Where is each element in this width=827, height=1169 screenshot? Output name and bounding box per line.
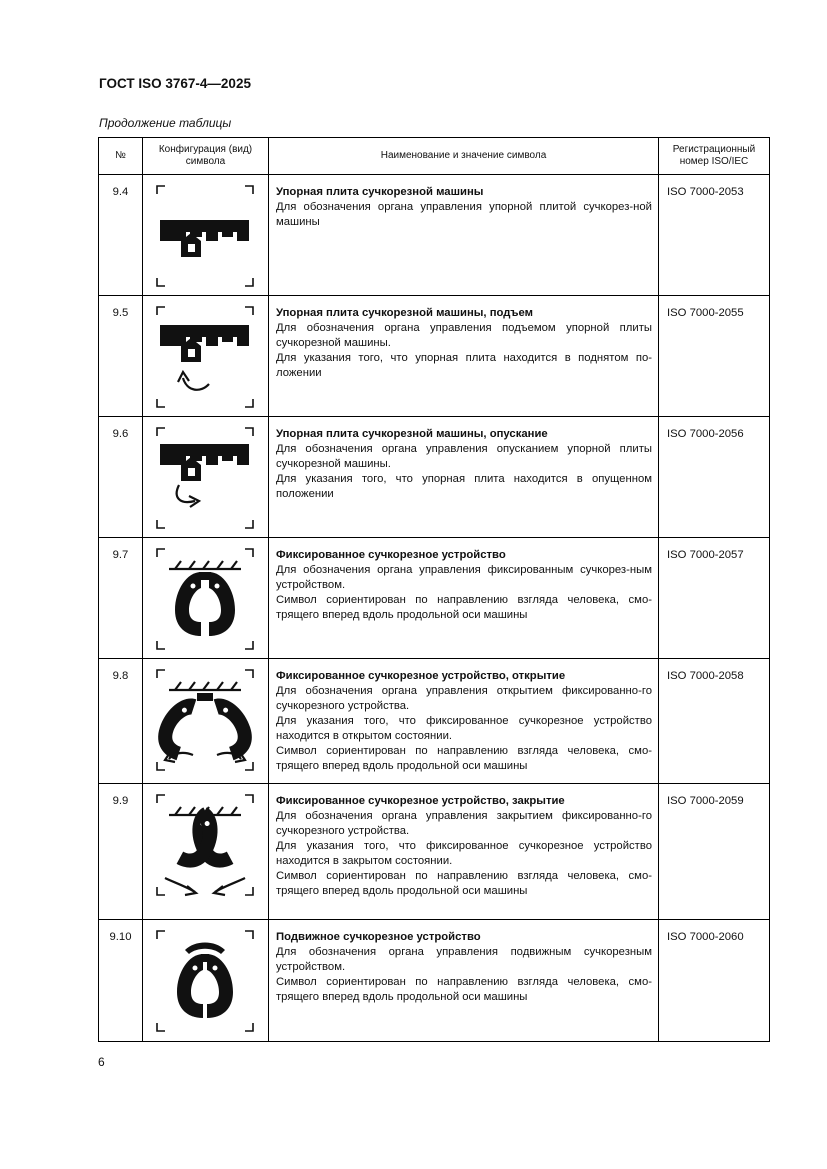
table-row	[99, 296, 770, 417]
header-num: №	[99, 138, 143, 175]
pressure-plate-lower-icon	[143, 417, 267, 537]
description-line: Для обозначения органа управления подвижным сучкорезным устройством.	[276, 946, 652, 973]
symbol-cell	[143, 920, 269, 1042]
registration-number: ISO 7000-2055	[659, 296, 770, 417]
table-row	[99, 920, 770, 1042]
row-number: 9.6	[99, 417, 143, 538]
header-config: Конфигурация (вид) символа	[143, 138, 269, 175]
description-line: Для обозначения органа управления подъемом упорной плиты сучкорезной машины.	[276, 322, 652, 349]
row-number: 9.9	[99, 784, 143, 920]
symbol-description	[269, 784, 659, 920]
description-line: Для обозначения органа управления упорной плитой сучкорез-ной машины	[276, 201, 652, 228]
table-row	[99, 784, 770, 920]
symbol-cell	[143, 296, 269, 417]
symbol-title: Фиксированное сучкорезное устройство	[276, 549, 506, 561]
description-line: Для указания того, что фиксированное сучкорезное устройство находится в закрытом состоянии.	[276, 840, 652, 867]
table-row	[99, 538, 770, 659]
description-line: Для указания того, что фиксированное сучкорезное устройство находится в открытом состоянии.	[276, 715, 652, 742]
description-line: Для обозначения органа управления закрытием фиксированно-го сучкорезного устройства.	[276, 810, 652, 837]
fixed-delimbing-close-icon	[143, 784, 267, 904]
symbol-description	[269, 538, 659, 659]
symbol-cell	[143, 659, 269, 784]
page-number: 6	[98, 1055, 105, 1069]
header-name: Наименование и значение символа	[269, 138, 659, 175]
fixed-delimbing-device-icon	[143, 538, 267, 658]
symbol-description	[269, 175, 659, 296]
registration-number: ISO 7000-2059	[659, 784, 770, 920]
description-line: Для обозначения органа управления фиксированным сучкорез-ным устройством.	[276, 564, 652, 591]
symbol-title: Упорная плита сучкорезной машины, подъем	[276, 307, 534, 319]
description-line: Символ сориентирован по направлению взгляда человека, смо-трящего вперед вдоль продольной оси машины	[276, 594, 652, 621]
pressure-plate-icon	[143, 175, 267, 295]
registration-number: ISO 7000-2053	[659, 175, 770, 296]
symbol-title: Фиксированное сучкорезное устройство, закрытие	[276, 795, 565, 807]
fixed-delimbing-open-icon	[143, 659, 267, 779]
symbol-cell	[143, 175, 269, 296]
description-line: Для обозначения органа управления опусканием упорной плиты сучкорезной машины.	[276, 443, 652, 470]
symbol-title: Упорная плита сучкорезной машины, опускание	[276, 428, 548, 440]
symbol-title: Фиксированное сучкорезное устройство, открытие	[276, 670, 566, 682]
row-number: 9.8	[99, 659, 143, 784]
symbol-cell	[143, 538, 269, 659]
movable-delimbing-device-icon	[143, 920, 267, 1040]
description-line: Для обозначения органа управления открытием фиксированно-го сучкорезного устройства.	[276, 685, 652, 712]
pressure-plate-raise-icon	[143, 296, 267, 416]
table-row	[99, 175, 770, 296]
symbol-description	[269, 920, 659, 1042]
document-header: ГОСТ ISO 3767-4—2025	[99, 76, 251, 91]
symbol-description	[269, 659, 659, 784]
row-number: 9.4	[99, 175, 143, 296]
table-header-row	[99, 138, 770, 175]
description-line: Символ сориентирован по направлению взгляда человека, смо-трящего вперед вдоль продольной оси машины	[276, 976, 652, 1003]
table-row	[99, 659, 770, 784]
registration-number: ISO 7000-2057	[659, 538, 770, 659]
row-number: 9.5	[99, 296, 143, 417]
table-row	[99, 417, 770, 538]
header-reg: Регистрационный номер ISO/IEC	[659, 138, 770, 175]
symbol-cell	[143, 417, 269, 538]
row-number: 9.10	[99, 920, 143, 1042]
symbol-description	[269, 296, 659, 417]
symbol-title: Упорная плита сучкорезной машины	[276, 186, 484, 198]
symbol-description	[269, 417, 659, 538]
symbols-table	[98, 137, 770, 1042]
symbol-title: Подвижное сучкорезное устройство	[276, 931, 481, 943]
registration-number: ISO 7000-2058	[659, 659, 770, 784]
description-line: Для указания того, что упорная плита находится в поднятом по-ложении	[276, 352, 652, 379]
description-line: Символ сориентирован по направлению взгляда человека, смо-трящего вперед вдоль продольной оси машины	[276, 870, 652, 897]
symbol-cell	[143, 784, 269, 920]
registration-number: ISO 7000-2060	[659, 920, 770, 1042]
registration-number: ISO 7000-2056	[659, 417, 770, 538]
table-caption: Продолжение таблицы	[99, 116, 232, 130]
row-number: 9.7	[99, 538, 143, 659]
description-line: Символ сориентирован по направлению взгляда человека, смо-трящего вперед вдоль продольной оси машины	[276, 745, 652, 772]
description-line: Для указания того, что упорная плита находится в опущенном положении	[276, 473, 652, 500]
